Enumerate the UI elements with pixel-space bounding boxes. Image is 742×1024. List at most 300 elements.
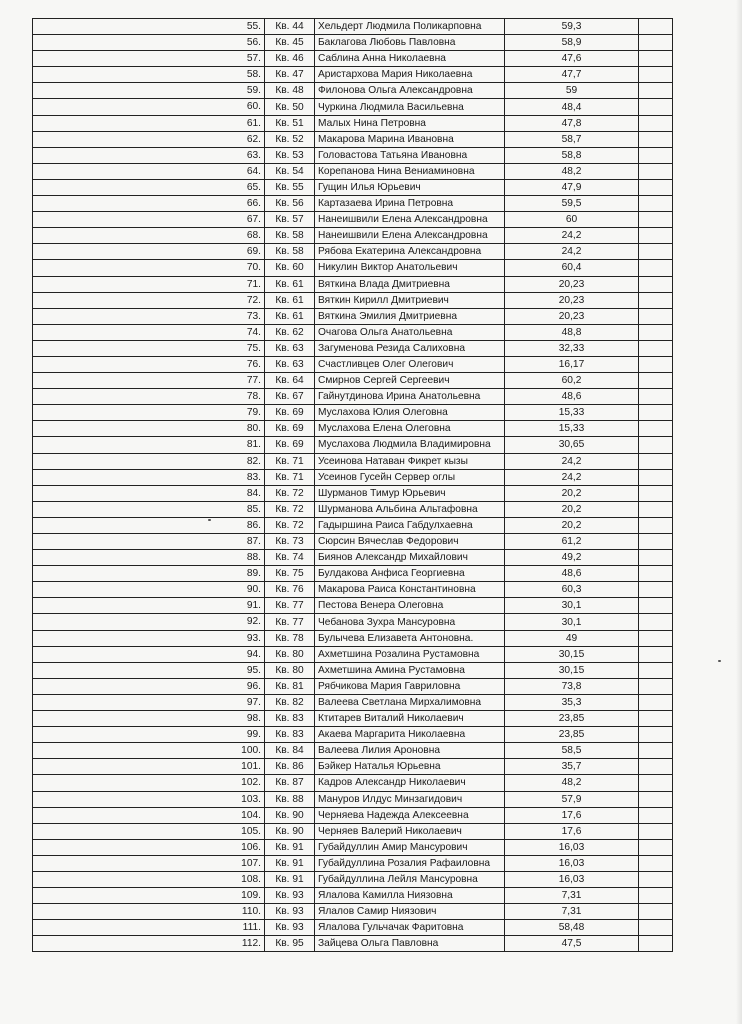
row-number: 80. [33, 421, 265, 437]
area-value: 20,23 [505, 292, 639, 308]
table-row [33, 196, 673, 212]
row-number: 76. [33, 356, 265, 372]
area-value: 24,2 [505, 244, 639, 260]
owners-table-body [33, 19, 673, 952]
area-value: 60,4 [505, 260, 639, 276]
owner-name: Чебанова Зухра Мансуровна [315, 614, 505, 630]
owner-name: Головастова Татьяна Ивановна [315, 147, 505, 163]
table-row [33, 228, 673, 244]
owner-name: Губайдуллина Розалия Рафаиловна [315, 855, 505, 871]
owner-name: Зайцева Ольга Павловна [315, 936, 505, 952]
table-row [33, 131, 673, 147]
owner-name: Губайдуллин Амир Мансурович [315, 839, 505, 855]
area-value: 48,4 [505, 99, 639, 115]
empty-cell [639, 855, 673, 871]
apartment-number: Кв. 63 [265, 356, 315, 372]
area-value: 59 [505, 83, 639, 99]
area-value: 48,6 [505, 566, 639, 582]
row-number: 83. [33, 469, 265, 485]
owner-name: Картазаева Ирина Петровна [315, 196, 505, 212]
row-number: 58. [33, 67, 265, 83]
owner-name: Нанеишвили Елена Александровна [315, 228, 505, 244]
row-number: 81. [33, 437, 265, 453]
owner-name: Ялалова Камилла Ниязовна [315, 888, 505, 904]
table-row [33, 115, 673, 131]
area-value: 17,6 [505, 807, 639, 823]
apartment-number: Кв. 83 [265, 727, 315, 743]
apartment-number: Кв. 90 [265, 807, 315, 823]
table-row [33, 35, 673, 51]
area-value: 23,85 [505, 727, 639, 743]
empty-cell [639, 662, 673, 678]
empty-cell [639, 888, 673, 904]
area-value: 48,2 [505, 163, 639, 179]
apartment-number: Кв. 91 [265, 871, 315, 887]
owner-name: Нанеишвили Елена Александровна [315, 212, 505, 228]
owner-name: Ялалов Самир Ниязович [315, 904, 505, 920]
row-number: 105. [33, 823, 265, 839]
table-row [33, 920, 673, 936]
area-value: 48,8 [505, 324, 639, 340]
row-number: 85. [33, 501, 265, 517]
row-number: 62. [33, 131, 265, 147]
area-value: 15,33 [505, 421, 639, 437]
area-value: 47,5 [505, 936, 639, 952]
owner-name: Кадров Александр Николаевич [315, 775, 505, 791]
owner-name: Усеинов Гусейн Сервер оглы [315, 469, 505, 485]
area-value: 58,5 [505, 743, 639, 759]
empty-cell [639, 807, 673, 823]
owner-name: Биянов Александр Михайлович [315, 550, 505, 566]
owner-name: Мануров Илдус Минзагидович [315, 791, 505, 807]
owner-name: Усеинова Натаван Фикрет кызы [315, 453, 505, 469]
area-value: 20,23 [505, 308, 639, 324]
empty-cell [639, 517, 673, 533]
empty-cell [639, 598, 673, 614]
apartment-number: Кв. 91 [265, 855, 315, 871]
owner-name: Смирнов Сергей Сергеевич [315, 373, 505, 389]
area-value: 7,31 [505, 904, 639, 920]
empty-cell [639, 453, 673, 469]
area-value: 7,31 [505, 888, 639, 904]
area-value: 49,2 [505, 550, 639, 566]
owner-name: Булычева Елизавета Антоновна. [315, 630, 505, 646]
owner-name: Филонова Ольга Александровна [315, 83, 505, 99]
area-value: 49 [505, 630, 639, 646]
table-row [33, 646, 673, 662]
owner-name: Ялалова Гульчачак Фаритовна [315, 920, 505, 936]
empty-cell [639, 163, 673, 179]
apartment-number: Кв. 44 [265, 19, 315, 35]
table-row [33, 904, 673, 920]
apartment-number: Кв. 72 [265, 517, 315, 533]
apartment-number: Кв. 86 [265, 759, 315, 775]
apartment-number: Кв. 75 [265, 566, 315, 582]
area-value: 24,2 [505, 228, 639, 244]
owner-name: Шурманов Тимур Юрьевич [315, 485, 505, 501]
owner-name: Муслахова Людмила Владимировна [315, 437, 505, 453]
owner-name: Акаева Маргарита Николаевна [315, 727, 505, 743]
area-value: 35,7 [505, 759, 639, 775]
table-row [33, 485, 673, 501]
owner-name: Валеева Лилия Ароновна [315, 743, 505, 759]
apartment-number: Кв. 80 [265, 646, 315, 662]
row-number: 88. [33, 550, 265, 566]
area-value: 47,9 [505, 179, 639, 195]
row-number: 96. [33, 678, 265, 694]
apartment-number: Кв. 61 [265, 292, 315, 308]
row-number: 108. [33, 871, 265, 887]
table-row [33, 598, 673, 614]
table-row [33, 260, 673, 276]
empty-cell [639, 646, 673, 662]
owner-name: Макарова Марина Ивановна [315, 131, 505, 147]
apartment-number: Кв. 84 [265, 743, 315, 759]
apartment-number: Кв. 60 [265, 260, 315, 276]
owner-name: Рябчикова Мария Гавриловна [315, 678, 505, 694]
row-number: 97. [33, 694, 265, 710]
owner-name: Муслахова Юлия Олеговна [315, 405, 505, 421]
row-number: 93. [33, 630, 265, 646]
empty-cell [639, 582, 673, 598]
empty-cell [639, 630, 673, 646]
apartment-number: Кв. 81 [265, 678, 315, 694]
owner-name: Баклагова Любовь Павловна [315, 35, 505, 51]
table-row [33, 614, 673, 630]
empty-cell [639, 83, 673, 99]
owner-name: Черняева Надежда Алексеевна [315, 807, 505, 823]
row-number: 107. [33, 855, 265, 871]
empty-cell [639, 936, 673, 952]
apartment-number: Кв. 45 [265, 35, 315, 51]
row-number: 65. [33, 179, 265, 195]
table-row [33, 759, 673, 775]
table-row [33, 630, 673, 646]
area-value: 58,7 [505, 131, 639, 147]
area-value: 57,9 [505, 791, 639, 807]
scan-speck [718, 660, 721, 662]
area-value: 60,3 [505, 582, 639, 598]
empty-cell [639, 212, 673, 228]
page-edge-shadow [736, 0, 742, 1024]
empty-cell [639, 179, 673, 195]
area-value: 48,6 [505, 389, 639, 405]
owner-name: Аристархова Мария Николаевна [315, 67, 505, 83]
table-row [33, 292, 673, 308]
empty-cell [639, 711, 673, 727]
area-value: 30,65 [505, 437, 639, 453]
row-number: 59. [33, 83, 265, 99]
table-row [33, 99, 673, 115]
table-row [33, 694, 673, 710]
apartment-number: Кв. 57 [265, 212, 315, 228]
owner-name: Валеева Светлана Мирхалимовна [315, 694, 505, 710]
row-number: 98. [33, 711, 265, 727]
table-row [33, 839, 673, 855]
empty-cell [639, 534, 673, 550]
area-value: 35,3 [505, 694, 639, 710]
area-value: 47,6 [505, 51, 639, 67]
apartment-number: Кв. 72 [265, 501, 315, 517]
scan-speck [208, 519, 211, 521]
empty-cell [639, 678, 673, 694]
table-row [33, 437, 673, 453]
empty-cell [639, 566, 673, 582]
empty-cell [639, 228, 673, 244]
area-value: 20,23 [505, 276, 639, 292]
owner-name: Шурманова Альбина Альтафовна [315, 501, 505, 517]
area-value: 58,48 [505, 920, 639, 936]
row-number: 99. [33, 727, 265, 743]
owner-name: Гайнутдинова Ирина Анатольевна [315, 389, 505, 405]
area-value: 59,5 [505, 196, 639, 212]
empty-cell [639, 356, 673, 372]
apartment-number: Кв. 63 [265, 340, 315, 356]
table-row [33, 147, 673, 163]
apartment-number: Кв. 71 [265, 469, 315, 485]
row-number: 104. [33, 807, 265, 823]
empty-cell [639, 196, 673, 212]
row-number: 87. [33, 534, 265, 550]
row-number: 101. [33, 759, 265, 775]
empty-cell [639, 308, 673, 324]
apartment-number: Кв. 55 [265, 179, 315, 195]
empty-cell [639, 340, 673, 356]
owner-name: Ктитарев Виталий Николаевич [315, 711, 505, 727]
area-value: 73,8 [505, 678, 639, 694]
row-number: 103. [33, 791, 265, 807]
row-number: 91. [33, 598, 265, 614]
area-value: 24,2 [505, 469, 639, 485]
apartment-number: Кв. 73 [265, 534, 315, 550]
owner-name: Ахметшина Розалина Рустамовна [315, 646, 505, 662]
owner-name: Рябова Екатерина Александровна [315, 244, 505, 260]
table-row [33, 501, 673, 517]
empty-cell [639, 421, 673, 437]
owner-name: Муслахова Елена Олеговна [315, 421, 505, 437]
empty-cell [639, 743, 673, 759]
row-number: 106. [33, 839, 265, 855]
owner-name: Вяткин Кирилл Дмитриевич [315, 292, 505, 308]
row-number: 70. [33, 260, 265, 276]
table-row [33, 775, 673, 791]
area-value: 30,15 [505, 662, 639, 678]
empty-cell [639, 405, 673, 421]
empty-cell [639, 614, 673, 630]
row-number: 90. [33, 582, 265, 598]
empty-cell [639, 147, 673, 163]
area-value: 16,03 [505, 839, 639, 855]
table-row [33, 19, 673, 35]
owner-name: Булдакова Анфиса Георгиевна [315, 566, 505, 582]
apartment-number: Кв. 78 [265, 630, 315, 646]
table-row [33, 469, 673, 485]
row-number: 60. [33, 99, 265, 115]
apartment-number: Кв. 80 [265, 662, 315, 678]
table-row [33, 550, 673, 566]
area-value: 61,2 [505, 534, 639, 550]
apartment-number: Кв. 47 [265, 67, 315, 83]
table-row [33, 453, 673, 469]
apartment-number: Кв. 69 [265, 421, 315, 437]
empty-cell [639, 99, 673, 115]
row-number: 94. [33, 646, 265, 662]
table-row [33, 67, 673, 83]
row-number: 69. [33, 244, 265, 260]
apartment-number: Кв. 64 [265, 373, 315, 389]
table-row [33, 823, 673, 839]
area-value: 24,2 [505, 453, 639, 469]
owner-name: Сюрсин Вячеслав Федорович [315, 534, 505, 550]
table-row [33, 678, 673, 694]
table-row [33, 179, 673, 195]
row-number: 102. [33, 775, 265, 791]
table-row [33, 389, 673, 405]
apartment-number: Кв. 67 [265, 389, 315, 405]
owner-name: Пестова Венера Олеговна [315, 598, 505, 614]
apartment-number: Кв. 54 [265, 163, 315, 179]
empty-cell [639, 51, 673, 67]
apartment-number: Кв. 61 [265, 308, 315, 324]
apartment-number: Кв. 53 [265, 147, 315, 163]
table-row [33, 308, 673, 324]
owner-name: Гадыршина Раиса Габдулхаевна [315, 517, 505, 533]
row-number: 78. [33, 389, 265, 405]
table-row [33, 356, 673, 372]
area-value: 23,85 [505, 711, 639, 727]
table-row [33, 662, 673, 678]
empty-cell [639, 292, 673, 308]
apartment-number: Кв. 58 [265, 228, 315, 244]
owner-name: Саблина Анна Николаевна [315, 51, 505, 67]
owner-name: Макарова Раиса Константиновна [315, 582, 505, 598]
area-value: 32,33 [505, 340, 639, 356]
owner-name: Чуркина Людмила Васильевна [315, 99, 505, 115]
table-row [33, 711, 673, 727]
empty-cell [639, 501, 673, 517]
apartment-number: Кв. 69 [265, 437, 315, 453]
area-value: 58,9 [505, 35, 639, 51]
apartment-number: Кв. 88 [265, 791, 315, 807]
empty-cell [639, 485, 673, 501]
empty-cell [639, 437, 673, 453]
row-number: 63. [33, 147, 265, 163]
row-number: 61. [33, 115, 265, 131]
area-value: 16,03 [505, 855, 639, 871]
table-row [33, 405, 673, 421]
apartment-number: Кв. 76 [265, 582, 315, 598]
apartment-number: Кв. 95 [265, 936, 315, 952]
empty-cell [639, 115, 673, 131]
apartment-number: Кв. 52 [265, 131, 315, 147]
row-number: 89. [33, 566, 265, 582]
row-number: 64. [33, 163, 265, 179]
row-number: 72. [33, 292, 265, 308]
owner-name: Никулин Виктор Анатольевич [315, 260, 505, 276]
empty-cell [639, 775, 673, 791]
row-number: 111. [33, 920, 265, 936]
table-row [33, 276, 673, 292]
table-row [33, 855, 673, 871]
empty-cell [639, 244, 673, 260]
row-number: 71. [33, 276, 265, 292]
apartment-number: Кв. 72 [265, 485, 315, 501]
table-row [33, 324, 673, 340]
table-row [33, 163, 673, 179]
table-row [33, 791, 673, 807]
table-row [33, 373, 673, 389]
row-number: 57. [33, 51, 265, 67]
area-value: 60,2 [505, 373, 639, 389]
empty-cell [639, 260, 673, 276]
table-row [33, 340, 673, 356]
row-number: 112. [33, 936, 265, 952]
empty-cell [639, 791, 673, 807]
row-number: 56. [33, 35, 265, 51]
apartment-number: Кв. 56 [265, 196, 315, 212]
row-number: 110. [33, 904, 265, 920]
apartment-number: Кв. 46 [265, 51, 315, 67]
apartment-number: Кв. 82 [265, 694, 315, 710]
empty-cell [639, 823, 673, 839]
row-number: 68. [33, 228, 265, 244]
owners-register-sheet [32, 18, 672, 952]
owner-name: Счастливцев Олег Олегович [315, 356, 505, 372]
area-value: 60 [505, 212, 639, 228]
table-row [33, 727, 673, 743]
apartment-number: Кв. 69 [265, 405, 315, 421]
row-number: 84. [33, 485, 265, 501]
apartment-number: Кв. 77 [265, 598, 315, 614]
area-value: 58,8 [505, 147, 639, 163]
area-value: 30,1 [505, 598, 639, 614]
empty-cell [639, 694, 673, 710]
apartment-number: Кв. 48 [265, 83, 315, 99]
area-value: 20,2 [505, 501, 639, 517]
area-value: 48,2 [505, 775, 639, 791]
table-row [33, 743, 673, 759]
row-number: 75. [33, 340, 265, 356]
owner-name: Ахметшина Амина Рустамовна [315, 662, 505, 678]
area-value: 16,17 [505, 356, 639, 372]
row-number: 77. [33, 373, 265, 389]
empty-cell [639, 373, 673, 389]
area-value: 30,15 [505, 646, 639, 662]
table-row [33, 807, 673, 823]
owner-name: Гущин Илья Юрьевич [315, 179, 505, 195]
row-number: 109. [33, 888, 265, 904]
apartment-number: Кв. 74 [265, 550, 315, 566]
apartment-number: Кв. 83 [265, 711, 315, 727]
apartment-number: Кв. 71 [265, 453, 315, 469]
table-row [33, 582, 673, 598]
apartment-number: Кв. 90 [265, 823, 315, 839]
row-number: 74. [33, 324, 265, 340]
empty-cell [639, 131, 673, 147]
apartment-number: Кв. 58 [265, 244, 315, 260]
area-value: 20,2 [505, 485, 639, 501]
empty-cell [639, 324, 673, 340]
apartment-number: Кв. 62 [265, 324, 315, 340]
owner-name: Очагова Ольга Анатольевна [315, 324, 505, 340]
row-number: 100. [33, 743, 265, 759]
row-number: 55. [33, 19, 265, 35]
owner-name: Вяткина Влада Дмитриевна [315, 276, 505, 292]
apartment-number: Кв. 93 [265, 888, 315, 904]
apartment-number: Кв. 93 [265, 904, 315, 920]
owner-name: Черняев Валерий Николаевич [315, 823, 505, 839]
apartment-number: Кв. 51 [265, 115, 315, 131]
